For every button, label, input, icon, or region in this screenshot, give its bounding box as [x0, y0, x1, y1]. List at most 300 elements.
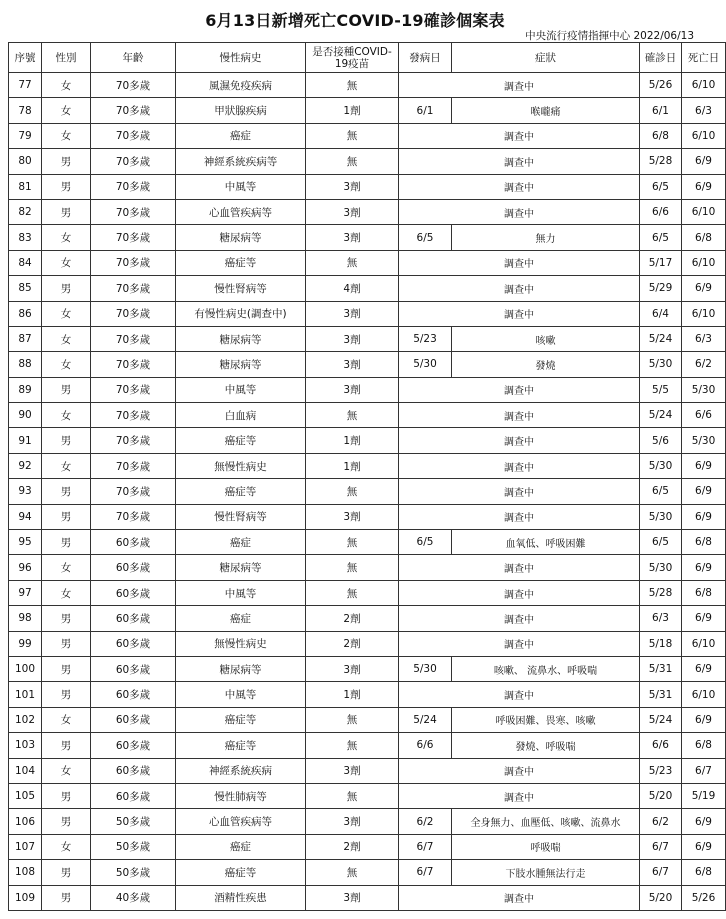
cell-history: 中風等 [176, 174, 306, 199]
cell-history: 癌症等 [176, 860, 306, 885]
cell-confirm: 5/26 [640, 73, 682, 98]
cell-confirm: 6/7 [640, 860, 682, 885]
cell-symptom: 調查中 [399, 555, 640, 580]
cell-history: 糖尿病等 [176, 352, 306, 377]
cell-confirm: 5/23 [640, 758, 682, 783]
cell-symptom: 調查中 [399, 301, 640, 326]
cell-vaccine: 3劑 [306, 377, 399, 402]
cell-symptom: 呼吸困難、畏寒、咳嗽 [452, 707, 640, 732]
cell-history: 中風等 [176, 377, 306, 402]
cell-vaccine: 3劑 [306, 174, 399, 199]
cell-death: 6/8 [682, 733, 726, 758]
cell-id: 90 [9, 403, 42, 428]
table-row [9, 580, 726, 605]
cell-id: 91 [9, 428, 42, 453]
table-row [9, 733, 726, 758]
cell-confirm: 5/5 [640, 377, 682, 402]
cell-sex: 女 [42, 580, 91, 605]
cell-death: 6/10 [682, 123, 726, 148]
cell-id: 97 [9, 580, 42, 605]
table-row [9, 149, 726, 174]
cell-death: 6/9 [682, 606, 726, 631]
table-row [9, 352, 726, 377]
table-row [9, 530, 726, 555]
cell-age: 70多歲 [91, 225, 176, 250]
cell-vaccine: 3劑 [306, 225, 399, 250]
cell-confirm: 6/2 [640, 809, 682, 834]
cell-symptom: 調查中 [399, 606, 640, 631]
cell-id: 99 [9, 631, 42, 656]
table-row [9, 631, 726, 656]
cell-id: 92 [9, 453, 42, 478]
cell-id: 100 [9, 656, 42, 681]
cell-history: 癌症等 [176, 733, 306, 758]
cell-onset: 6/6 [399, 733, 452, 758]
cell-symptom: 喉嚨痛 [452, 98, 640, 123]
table-row [9, 834, 726, 859]
cell-id: 85 [9, 276, 42, 301]
cell-symptom: 調查中 [399, 250, 640, 275]
cell-symptom: 全身無力、血壓低、咳嗽、流鼻水 [452, 809, 640, 834]
cell-vaccine: 3劑 [306, 301, 399, 326]
table-row [9, 73, 726, 98]
cell-death: 6/8 [682, 225, 726, 250]
cell-age: 50多歲 [91, 834, 176, 859]
cell-onset: 5/24 [399, 707, 452, 732]
cell-confirm: 5/24 [640, 707, 682, 732]
table-row [9, 276, 726, 301]
cell-symptom: 下肢水腫無法行走 [452, 860, 640, 885]
cell-confirm: 5/20 [640, 885, 682, 910]
cell-id: 88 [9, 352, 42, 377]
table-row [9, 758, 726, 783]
cell-vaccine: 1劑 [306, 98, 399, 123]
cell-death: 6/8 [682, 530, 726, 555]
cell-history: 甲狀腺疾病 [176, 98, 306, 123]
cell-id: 79 [9, 123, 42, 148]
table-row [9, 504, 726, 529]
cell-age: 60多歲 [91, 555, 176, 580]
cell-age: 60多歲 [91, 631, 176, 656]
cell-confirm: 5/31 [640, 682, 682, 707]
table-row [9, 860, 726, 885]
cell-id: 96 [9, 555, 42, 580]
table-row [9, 98, 726, 123]
cell-history: 慢性腎病等 [176, 504, 306, 529]
cell-history: 慢性腎病等 [176, 276, 306, 301]
cell-symptom: 調查中 [399, 276, 640, 301]
cell-history: 癌症 [176, 606, 306, 631]
cell-history: 糖尿病等 [176, 555, 306, 580]
cell-confirm: 5/31 [640, 656, 682, 681]
cell-vaccine: 4劑 [306, 276, 399, 301]
cell-age: 70多歲 [91, 326, 176, 351]
cell-death: 5/26 [682, 885, 726, 910]
cell-vaccine: 1劑 [306, 453, 399, 478]
cell-symptom: 發燒、呼吸喘 [452, 733, 640, 758]
cell-age: 70多歲 [91, 301, 176, 326]
cell-vaccine: 1劑 [306, 682, 399, 707]
cell-age: 60多歲 [91, 733, 176, 758]
cell-id: 103 [9, 733, 42, 758]
cell-death: 6/10 [682, 631, 726, 656]
cell-id: 106 [9, 809, 42, 834]
cell-id: 89 [9, 377, 42, 402]
cell-death: 6/3 [682, 326, 726, 351]
cell-id: 78 [9, 98, 42, 123]
table-body [9, 73, 726, 911]
cell-sex: 男 [42, 682, 91, 707]
cell-onset: 6/7 [399, 860, 452, 885]
cell-death: 6/9 [682, 707, 726, 732]
cell-vaccine: 無 [306, 123, 399, 148]
cell-history: 無慢性病史 [176, 631, 306, 656]
table-row [9, 809, 726, 834]
cell-vaccine: 2劑 [306, 834, 399, 859]
cell-vaccine: 3劑 [306, 809, 399, 834]
header-age: 年齡 [91, 43, 176, 73]
table-row [9, 707, 726, 732]
cell-sex: 女 [42, 73, 91, 98]
cell-sex: 男 [42, 530, 91, 555]
cell-sex: 女 [42, 98, 91, 123]
table-header-row [9, 43, 726, 73]
cell-death: 6/9 [682, 479, 726, 504]
cell-onset: 6/5 [399, 530, 452, 555]
cell-sex: 女 [42, 301, 91, 326]
cell-confirm: 5/30 [640, 555, 682, 580]
cell-age: 60多歲 [91, 530, 176, 555]
cell-age: 70多歲 [91, 504, 176, 529]
cell-death: 6/3 [682, 98, 726, 123]
cell-age: 70多歲 [91, 479, 176, 504]
table-row [9, 453, 726, 478]
cell-death: 6/9 [682, 809, 726, 834]
table-row [9, 199, 726, 224]
cell-confirm: 6/5 [640, 174, 682, 199]
table-row [9, 326, 726, 351]
cell-id: 95 [9, 530, 42, 555]
cell-id: 81 [9, 174, 42, 199]
table-row [9, 225, 726, 250]
table-row [9, 885, 726, 910]
cell-death: 5/30 [682, 428, 726, 453]
cell-sex: 男 [42, 149, 91, 174]
table-row [9, 123, 726, 148]
cell-confirm: 6/7 [640, 834, 682, 859]
cell-history: 糖尿病等 [176, 326, 306, 351]
cell-vaccine: 無 [306, 580, 399, 605]
cell-death: 6/6 [682, 403, 726, 428]
cell-onset: 6/7 [399, 834, 452, 859]
cell-age: 70多歲 [91, 352, 176, 377]
cell-history: 心血管疾病等 [176, 809, 306, 834]
cell-sex: 男 [42, 783, 91, 808]
table-row [9, 479, 726, 504]
header-symptom: 症狀 [452, 43, 640, 73]
cell-death: 6/10 [682, 250, 726, 275]
cell-sex: 男 [42, 377, 91, 402]
cell-symptom: 調查中 [399, 199, 640, 224]
cell-vaccine: 3劑 [306, 199, 399, 224]
cell-confirm: 6/5 [640, 479, 682, 504]
table-row [9, 682, 726, 707]
cell-death: 6/10 [682, 73, 726, 98]
table-row [9, 174, 726, 199]
cell-id: 101 [9, 682, 42, 707]
table-row [9, 250, 726, 275]
cell-vaccine: 3劑 [306, 885, 399, 910]
cell-history: 中風等 [176, 580, 306, 605]
table-row [9, 301, 726, 326]
cell-death: 6/9 [682, 276, 726, 301]
cell-confirm: 5/28 [640, 580, 682, 605]
cell-history: 癌症 [176, 123, 306, 148]
cell-vaccine: 無 [306, 733, 399, 758]
cell-age: 60多歲 [91, 783, 176, 808]
cell-confirm: 6/3 [640, 606, 682, 631]
cell-confirm: 5/30 [640, 453, 682, 478]
cell-symptom: 調查中 [399, 123, 640, 148]
header-sex: 性別 [42, 43, 91, 73]
cell-history: 癌症等 [176, 428, 306, 453]
cell-history: 酒精性疾患 [176, 885, 306, 910]
cell-age: 70多歲 [91, 377, 176, 402]
cell-confirm: 5/30 [640, 352, 682, 377]
cell-death: 6/9 [682, 453, 726, 478]
cell-onset: 6/5 [399, 225, 452, 250]
cell-symptom: 調查中 [399, 504, 640, 529]
cell-history: 有慢性病史(調查中) [176, 301, 306, 326]
cell-vaccine: 無 [306, 530, 399, 555]
cell-vaccine: 2劑 [306, 631, 399, 656]
cell-symptom: 調查中 [399, 479, 640, 504]
cell-history: 癌症等 [176, 707, 306, 732]
cell-confirm: 6/8 [640, 123, 682, 148]
cell-sex: 男 [42, 860, 91, 885]
cell-confirm: 6/4 [640, 301, 682, 326]
cell-sex: 男 [42, 885, 91, 910]
cell-death: 5/19 [682, 783, 726, 808]
cell-age: 50多歲 [91, 809, 176, 834]
cell-sex: 女 [42, 555, 91, 580]
cell-symptom: 調查中 [399, 453, 640, 478]
cell-symptom: 無力 [452, 225, 640, 250]
cell-symptom: 調查中 [399, 885, 640, 910]
cell-death: 6/9 [682, 149, 726, 174]
cell-vaccine: 3劑 [306, 758, 399, 783]
cell-death: 6/10 [682, 682, 726, 707]
header-history: 慢性病史 [176, 43, 306, 73]
cell-death: 6/8 [682, 860, 726, 885]
cell-id: 84 [9, 250, 42, 275]
cell-vaccine: 無 [306, 707, 399, 732]
cell-symptom: 呼吸喘 [452, 834, 640, 859]
cell-confirm: 5/24 [640, 326, 682, 351]
cell-history: 神經系統疾病 [176, 758, 306, 783]
cell-death: 6/8 [682, 580, 726, 605]
table-row [9, 428, 726, 453]
cell-history: 癌症 [176, 834, 306, 859]
cell-symptom: 發燒 [452, 352, 640, 377]
cell-confirm: 6/1 [640, 98, 682, 123]
cell-sex: 女 [42, 326, 91, 351]
cell-onset: 6/2 [399, 809, 452, 834]
cell-sex: 男 [42, 631, 91, 656]
cell-sex: 女 [42, 758, 91, 783]
cell-id: 80 [9, 149, 42, 174]
cell-history: 癌症 [176, 530, 306, 555]
cell-vaccine: 無 [306, 783, 399, 808]
cell-death: 6/10 [682, 199, 726, 224]
cell-sex: 男 [42, 733, 91, 758]
cell-symptom: 血氧低、呼吸困難 [452, 530, 640, 555]
cell-sex: 男 [42, 428, 91, 453]
cell-confirm: 5/28 [640, 149, 682, 174]
cell-age: 60多歲 [91, 606, 176, 631]
cell-confirm: 5/29 [640, 276, 682, 301]
cell-confirm: 5/17 [640, 250, 682, 275]
cell-sex: 女 [42, 225, 91, 250]
cell-age: 60多歲 [91, 580, 176, 605]
cell-history: 白血病 [176, 403, 306, 428]
header-death: 死亡日 [682, 43, 726, 73]
table-row [9, 403, 726, 428]
cell-sex: 男 [42, 174, 91, 199]
cell-id: 104 [9, 758, 42, 783]
cell-id: 107 [9, 834, 42, 859]
cell-vaccine: 無 [306, 250, 399, 275]
cell-age: 70多歲 [91, 98, 176, 123]
cell-id: 82 [9, 199, 42, 224]
cell-death: 6/9 [682, 555, 726, 580]
table-row [9, 606, 726, 631]
cell-history: 中風等 [176, 682, 306, 707]
cell-vaccine: 無 [306, 149, 399, 174]
cell-sex: 男 [42, 479, 91, 504]
cell-vaccine: 3劑 [306, 352, 399, 377]
cell-sex: 男 [42, 504, 91, 529]
cell-age: 70多歲 [91, 403, 176, 428]
cell-confirm: 5/20 [640, 783, 682, 808]
cell-onset: 5/23 [399, 326, 452, 351]
case-table [8, 42, 726, 911]
cell-sex: 男 [42, 606, 91, 631]
cell-history: 慢性肺病等 [176, 783, 306, 808]
table-row [9, 377, 726, 402]
cell-vaccine: 無 [306, 555, 399, 580]
cell-age: 70多歲 [91, 250, 176, 275]
cell-age: 40多歲 [91, 885, 176, 910]
cell-history: 神經系統疾病等 [176, 149, 306, 174]
cell-symptom: 咳嗽、 流鼻水、呼吸喘 [452, 656, 640, 681]
cell-age: 60多歲 [91, 656, 176, 681]
cell-confirm: 5/30 [640, 504, 682, 529]
cell-symptom: 調查中 [399, 631, 640, 656]
cell-id: 93 [9, 479, 42, 504]
cell-sex: 女 [42, 707, 91, 732]
cell-sex: 女 [42, 123, 91, 148]
cell-confirm: 6/5 [640, 530, 682, 555]
cell-id: 108 [9, 860, 42, 885]
page-title: 6月13日新增死亡COVID-19確診個案表 [205, 11, 505, 30]
cell-death: 6/7 [682, 758, 726, 783]
cell-vaccine: 無 [306, 403, 399, 428]
cell-id: 105 [9, 783, 42, 808]
cell-age: 70多歲 [91, 123, 176, 148]
cell-death: 6/9 [682, 174, 726, 199]
cell-death: 6/9 [682, 656, 726, 681]
cell-id: 77 [9, 73, 42, 98]
cell-age: 70多歲 [91, 73, 176, 98]
cell-id: 94 [9, 504, 42, 529]
cell-id: 102 [9, 707, 42, 732]
header-vaccine: 是否接種COVID-19疫苗 [306, 43, 399, 73]
cell-symptom: 調查中 [399, 377, 640, 402]
header-confirm: 確診日 [640, 43, 682, 73]
cell-age: 70多歲 [91, 174, 176, 199]
cell-death: 6/2 [682, 352, 726, 377]
cell-age: 60多歲 [91, 707, 176, 732]
cell-sex: 女 [42, 834, 91, 859]
header-onset: 發病日 [399, 43, 452, 73]
cell-symptom: 調查中 [399, 783, 640, 808]
cell-sex: 男 [42, 656, 91, 681]
cell-symptom: 調查中 [399, 174, 640, 199]
cell-confirm: 6/5 [640, 225, 682, 250]
cell-death: 6/9 [682, 504, 726, 529]
table-row [9, 783, 726, 808]
cell-history: 心血管疾病等 [176, 199, 306, 224]
cell-history: 糖尿病等 [176, 225, 306, 250]
cell-sex: 男 [42, 199, 91, 224]
cell-vaccine: 2劑 [306, 606, 399, 631]
cell-death: 6/10 [682, 301, 726, 326]
cell-age: 60多歲 [91, 758, 176, 783]
cell-sex: 女 [42, 453, 91, 478]
cell-sex: 女 [42, 403, 91, 428]
cell-id: 83 [9, 225, 42, 250]
cell-sex: 女 [42, 352, 91, 377]
cell-vaccine: 3劑 [306, 656, 399, 681]
cell-vaccine: 1劑 [306, 428, 399, 453]
cell-vaccine: 無 [306, 479, 399, 504]
cell-history: 無慢性病史 [176, 453, 306, 478]
cell-death: 5/30 [682, 377, 726, 402]
cell-history: 糖尿病等 [176, 656, 306, 681]
cell-age: 70多歲 [91, 428, 176, 453]
cell-sex: 男 [42, 276, 91, 301]
cell-age: 50多歲 [91, 860, 176, 885]
cell-onset: 6/1 [399, 98, 452, 123]
cell-id: 109 [9, 885, 42, 910]
cell-confirm: 6/6 [640, 733, 682, 758]
cell-sex: 女 [42, 250, 91, 275]
table-row [9, 656, 726, 681]
cell-age: 70多歲 [91, 276, 176, 301]
cell-death: 6/9 [682, 834, 726, 859]
cell-confirm: 5/6 [640, 428, 682, 453]
cell-confirm: 6/6 [640, 199, 682, 224]
cell-id: 98 [9, 606, 42, 631]
cell-symptom: 調查中 [399, 73, 640, 98]
cell-onset: 5/30 [399, 656, 452, 681]
cell-symptom: 咳嗽 [452, 326, 640, 351]
cell-symptom: 調查中 [399, 580, 640, 605]
table-row [9, 555, 726, 580]
cell-id: 87 [9, 326, 42, 351]
cell-symptom: 調查中 [399, 403, 640, 428]
